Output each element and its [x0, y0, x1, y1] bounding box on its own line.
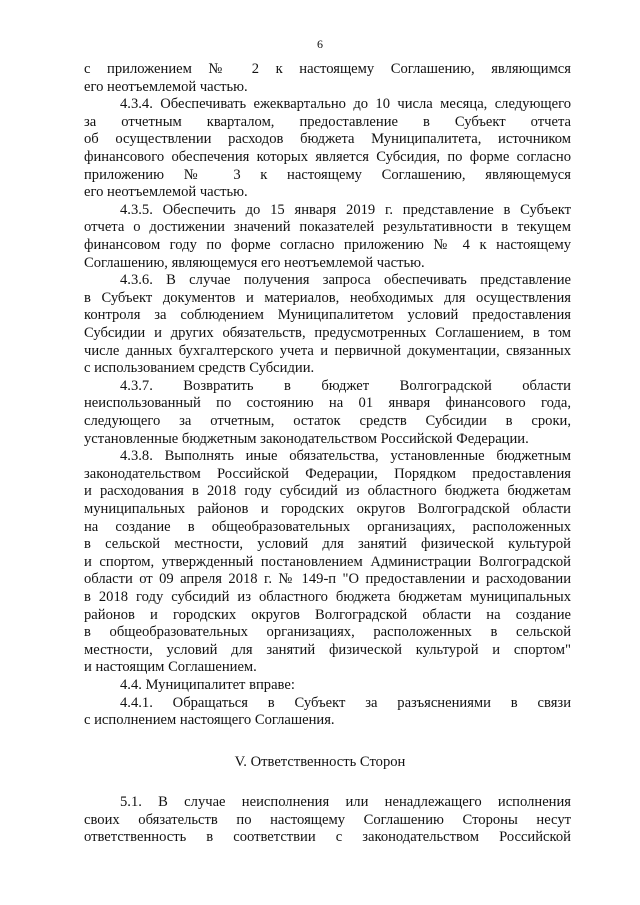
text-line: 4.3.8. Выполнять иные обязательства, установленные бюджетным: [120, 448, 571, 465]
text-line: и спортом, утвержденный постановлением Администрации Волгоградской: [84, 553, 571, 570]
text-line: 4.3.5. Обеспечить до 15 января 2019 г. представление в Субъект: [120, 201, 571, 218]
text-line: его неотъемлемой частью.: [84, 184, 248, 201]
text-line: финансовом году по форме согласно приложению № 4 к настоящему: [84, 237, 571, 253]
text-line: контроля за соблюдением Муниципалитетом условий предоставления: [84, 307, 571, 324]
text-line: 5.1. В случае неисполнения или ненадлежащего исполнения: [120, 794, 571, 810]
text-line: законодательством Российской Федерации, Порядком предоставления: [84, 465, 571, 482]
text-line: в сельской местности, условий для занятий физической культурой: [84, 536, 571, 553]
text-line: ответственность в соответствии с законодательством Российской: [84, 829, 571, 846]
text-line: в общеобразовательных организациях, расположенных в сельской: [84, 624, 571, 641]
text-line: 4.4.1. Обращаться в Субъект за разъяснениями в связи: [120, 694, 571, 711]
text-line: 4.3.6. В случае получения запроса обеспечивать представление: [120, 272, 571, 289]
text-line: муниципальных районов и городских округов Волгоградской области: [84, 501, 571, 517]
text-line: его неотъемлемой частью.: [84, 78, 248, 95]
text-line: отчета о достижении значений показателей результативности в текущем: [84, 219, 571, 236]
section-heading: V. Ответственность Сторон: [234, 754, 406, 770]
text-line: своих обязательств по настоящему Соглашению Стороны несут: [84, 811, 571, 828]
text-line: 4.3.7. Возвратить в бюджет Волгоградской области: [120, 377, 571, 394]
text-line: 4.4. Муниципалитет вправе:: [120, 677, 295, 693]
text-line: об осуществлении расходов бюджета Муниципалитета, источником: [84, 131, 571, 148]
text-line: Субсидии и других обязательств, предусмотренных Соглашением, в том: [84, 325, 571, 341]
text-line: установленные бюджетным законодательством Российской Федерации.: [84, 430, 529, 447]
text-line: неиспользованный по состоянию на 01 января финансового года,: [84, 395, 571, 412]
text-line: в 2018 году субсидий из областного бюджета бюджетам муниципальных: [84, 589, 571, 605]
text-line: следующего за отчетным, остаток средств Субсидии в сроки,: [84, 413, 571, 429]
text-line: Соглашению, являющемуся его неотъемлемой частью.: [84, 254, 425, 271]
text-line: с приложением № 2 к настоящему Соглашению, являющимся: [84, 61, 571, 77]
text-line: области от 09 апреля 2018 г. № 149-п "О предоставлении и расходовании: [84, 571, 571, 588]
text-line: и расходования в 2018 году субсидий из областного бюджета бюджетам: [84, 483, 571, 500]
text-line: с исполнением настоящего Соглашения.: [84, 712, 335, 729]
text-line: местности, условий для занятий физической культурой и спортом": [84, 641, 571, 658]
text-line: за отчетным кварталом, предоставление в Субъект отчета: [84, 113, 571, 130]
text-line: приложению № 3 к настоящему Соглашению, являющемуся: [84, 166, 571, 183]
text-line: районов и городских округов Волгоградской области на создание: [84, 606, 571, 623]
text-line: в Субъект документов и материалов, необходимых для осуществления: [84, 289, 571, 306]
text-line: числе данных бухгалтерского учета и первичной документации, связанных: [84, 342, 571, 359]
text-line: на создание в общеобразовательных организациях, расположенных: [84, 518, 571, 535]
text-line: и настоящим Соглашением.: [84, 659, 257, 676]
text-line: финансового обеспечения которых является Субсидия, по форме согласно: [84, 149, 571, 165]
text-line: 4.3.4. Обеспечивать ежеквартально до 10 числа месяца, следующего: [120, 96, 571, 113]
page-number: 6: [317, 37, 323, 51]
text-line: с использованием средств Субсидии.: [84, 360, 315, 377]
